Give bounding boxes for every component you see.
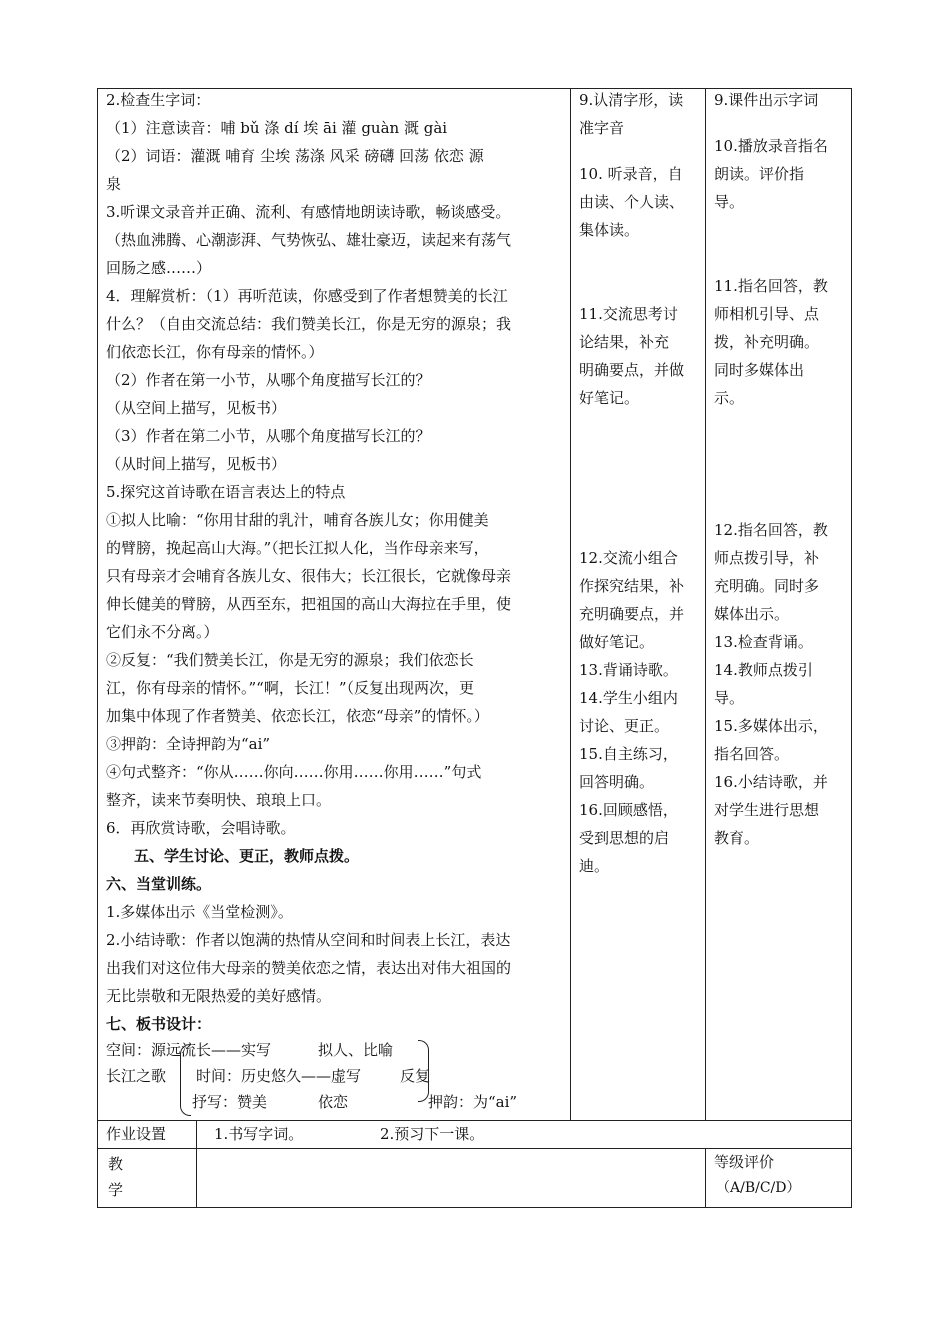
student-item: 回答明确。 bbox=[579, 773, 655, 791]
board-time-figure: 反复 bbox=[400, 1067, 431, 1085]
student-item: 做好笔记。 bbox=[579, 633, 655, 651]
student-item: 受到思想的启 bbox=[579, 829, 670, 847]
teacher-item: 充明确。同时多 bbox=[714, 577, 820, 595]
homework-label: 作业设置 bbox=[106, 1125, 167, 1143]
teacher-item: 示。 bbox=[714, 389, 745, 407]
table-border-left bbox=[97, 88, 98, 1208]
teacher-item: 9.课件出示字词 bbox=[714, 91, 819, 109]
board-express-attach: 依恋 bbox=[318, 1093, 349, 1111]
process-line: ①拟人比喻：“你用甘甜的乳汁，哺育各族儿女；你用健美 bbox=[106, 511, 489, 529]
teacher-item: 10.播放录音指名 bbox=[714, 137, 828, 155]
teacher-item: 14.教师点拨引 bbox=[714, 661, 813, 679]
student-item: 10. 听录音，自 bbox=[579, 165, 683, 183]
student-item: 由读、个人读、 bbox=[579, 193, 685, 211]
student-item: 论结果，补充 bbox=[579, 333, 670, 351]
student-item: 准字音 bbox=[579, 119, 625, 137]
student-item: 好笔记。 bbox=[579, 389, 640, 407]
teacher-item: 朗读。评价指 bbox=[714, 165, 805, 183]
table-border-bottom bbox=[97, 1207, 852, 1208]
student-item: 14.学生小组内 bbox=[579, 689, 678, 707]
student-item: 12.交流小组合 bbox=[579, 549, 678, 567]
process-line: （2）作者在第一小节，从哪个角度描写长江的？ bbox=[106, 371, 431, 389]
process-line: 的臂膀，挽起高山大海。”（把长江拟人化，当作母亲来写， bbox=[106, 539, 489, 557]
board-express-praise: 抒写：赞美 bbox=[192, 1093, 268, 1111]
teacher-item: 指名回答。 bbox=[714, 745, 790, 763]
process-line: 4．理解赏析：（1）再听范读，你感受到了作者想赞美的长江 bbox=[106, 287, 508, 305]
section-heading-7: 七、板书设计： bbox=[106, 1015, 212, 1033]
teacher-item: 11.指名回答，教 bbox=[714, 277, 828, 295]
board-space-figure: 拟人、比喻 bbox=[318, 1041, 394, 1059]
teacher-item: 导。 bbox=[714, 689, 745, 707]
process-line: （热血沸腾、心潮澎湃、气势恢弘、雄壮豪迈，读起来有荡气 bbox=[106, 231, 512, 249]
grade-divider bbox=[705, 1148, 706, 1208]
column-divider-1 bbox=[570, 88, 571, 1120]
teacher-item: 师相机引导、点 bbox=[714, 305, 820, 323]
training-line: 无比崇敬和无限热爱的美好感情。 bbox=[106, 987, 332, 1005]
teacher-item: 拨，补充明确。 bbox=[714, 333, 820, 351]
student-item: 作探究结果，补 bbox=[579, 577, 685, 595]
student-item: 16.回顾感悟， bbox=[579, 801, 678, 819]
process-line: （1）注意读音：哺 bǔ 涤 dí 埃 āi 灌 guàn 溉 gài bbox=[106, 119, 448, 137]
process-line: 们依恋长江，你有母亲的情怀。） bbox=[106, 343, 324, 361]
column-divider-2 bbox=[705, 88, 706, 1120]
homework-item-2: 2.预习下一课。 bbox=[380, 1125, 485, 1143]
teacher-item: 导。 bbox=[714, 193, 745, 211]
reflection-label-1: 教 bbox=[108, 1155, 124, 1173]
process-line: 2.检查生字词： bbox=[106, 91, 211, 109]
process-line: 5.探究这首诗歌在语言表达上的特点 bbox=[106, 483, 346, 501]
student-item: 集体读。 bbox=[579, 221, 640, 239]
process-line: 回肠之感……） bbox=[106, 259, 212, 277]
process-line: 加集中体现了作者赞美、依恋长江，依恋“母亲”的情怀。） bbox=[106, 707, 489, 725]
process-line: 只有母亲才会哺育各族儿女、很伟大；长江很长，它就像母亲 bbox=[106, 567, 512, 585]
student-item: 讨论、更正。 bbox=[579, 717, 670, 735]
student-item: 11.交流思考讨 bbox=[579, 305, 678, 323]
process-line: 3.听课文录音并正确、流利、有感情地朗读诗歌，畅谈感受。 bbox=[106, 203, 511, 221]
board-rhyme: 押韵：为“ai” bbox=[428, 1093, 518, 1111]
training-line: 2.小结诗歌：作者以饱满的热情从空间和时间表上长江，表达 bbox=[106, 931, 511, 949]
teacher-item: 教育。 bbox=[714, 829, 760, 847]
process-line: ②反复：“我们赞美长江，你是无穷的源泉；我们依恋长 bbox=[106, 651, 474, 669]
process-line: ③押韵：全诗押韵为“ai” bbox=[106, 735, 271, 753]
process-line: 它们永不分离。） bbox=[106, 623, 219, 641]
student-item: 15.自主练习， bbox=[579, 745, 678, 763]
section-heading-5: 五、学生讨论、更正，教师点拨。 bbox=[134, 847, 360, 865]
process-line: （从空间上描写，见板书） bbox=[106, 399, 287, 417]
process-line: （3）作者在第二小节，从哪个角度描写长江的？ bbox=[106, 427, 431, 445]
teacher-item: 12.指名回答，教 bbox=[714, 521, 828, 539]
training-line: 出我们对这位伟大母亲的赞美依恋之情，表达出对伟大祖国的 bbox=[106, 959, 512, 977]
teacher-item: 16.小结诗歌，并 bbox=[714, 773, 828, 791]
teacher-item: 对学生进行思想 bbox=[714, 801, 820, 819]
process-line: 整齐，读来节奏明快、琅琅上口。 bbox=[106, 791, 332, 809]
student-item: 充明确要点，并 bbox=[579, 605, 685, 623]
table-border-right bbox=[851, 88, 852, 1208]
student-item: 明确要点，并做 bbox=[579, 361, 685, 379]
process-line: 伸长健美的臂膀，从西至东，把祖国的高山大海拉在手里，使 bbox=[106, 595, 512, 613]
process-line: （从时间上描写，见板书） bbox=[106, 455, 287, 473]
board-time-line: 时间：历史悠久——虚写 bbox=[196, 1067, 362, 1085]
grade-label: 等级评价 bbox=[714, 1153, 775, 1171]
board-left-brace bbox=[180, 1044, 191, 1116]
teacher-item: 同时多媒体出 bbox=[714, 361, 805, 379]
student-item: 迪。 bbox=[579, 857, 610, 875]
teacher-item: 师点拨引导，补 bbox=[714, 549, 820, 567]
student-activity-column bbox=[579, 86, 701, 880]
process-line: 江，你有母亲的情怀。”“啊，长江！”（反复出现两次，更 bbox=[106, 679, 475, 697]
teacher-item: 媒体出示。 bbox=[714, 605, 790, 623]
board-space-line: 空间：源远流长——实写 bbox=[106, 1041, 272, 1059]
teacher-item: 13.检查背诵。 bbox=[714, 633, 813, 651]
training-line: 1.多媒体出示《当堂检测》。 bbox=[106, 903, 293, 921]
process-line: 6．再欣赏诗歌，会唱诗歌。 bbox=[106, 819, 296, 837]
homework-item-1: 1.书写字词。 bbox=[214, 1125, 304, 1143]
teacher-activity-column bbox=[714, 86, 846, 852]
student-item: 13.背诵诗歌。 bbox=[579, 661, 678, 679]
process-line: ④句式整齐：“你从……你向……你用……你用……”句式 bbox=[106, 763, 482, 781]
grade-options: （A/B/C/D） bbox=[716, 1180, 801, 1196]
student-item: 9.认清字形，读 bbox=[579, 91, 684, 109]
process-line: 什么？（自由交流总结：我们赞美长江，你是无穷的源泉；我 bbox=[106, 315, 512, 333]
section-heading-6: 六、当堂训练。 bbox=[106, 875, 212, 893]
teacher-item: 15.多媒体出示， bbox=[714, 717, 828, 735]
process-line: 泉 bbox=[106, 175, 122, 193]
homework-label-divider bbox=[196, 1120, 197, 1208]
board-title: 长江之歌 bbox=[106, 1067, 167, 1085]
reflection-label-2: 学 bbox=[108, 1181, 124, 1199]
board-right-brace bbox=[418, 1040, 429, 1102]
process-line: （2）词语：灌溉 哺育 尘埃 荡涤 风采 磅礴 回荡 依恋 源 bbox=[106, 147, 484, 165]
